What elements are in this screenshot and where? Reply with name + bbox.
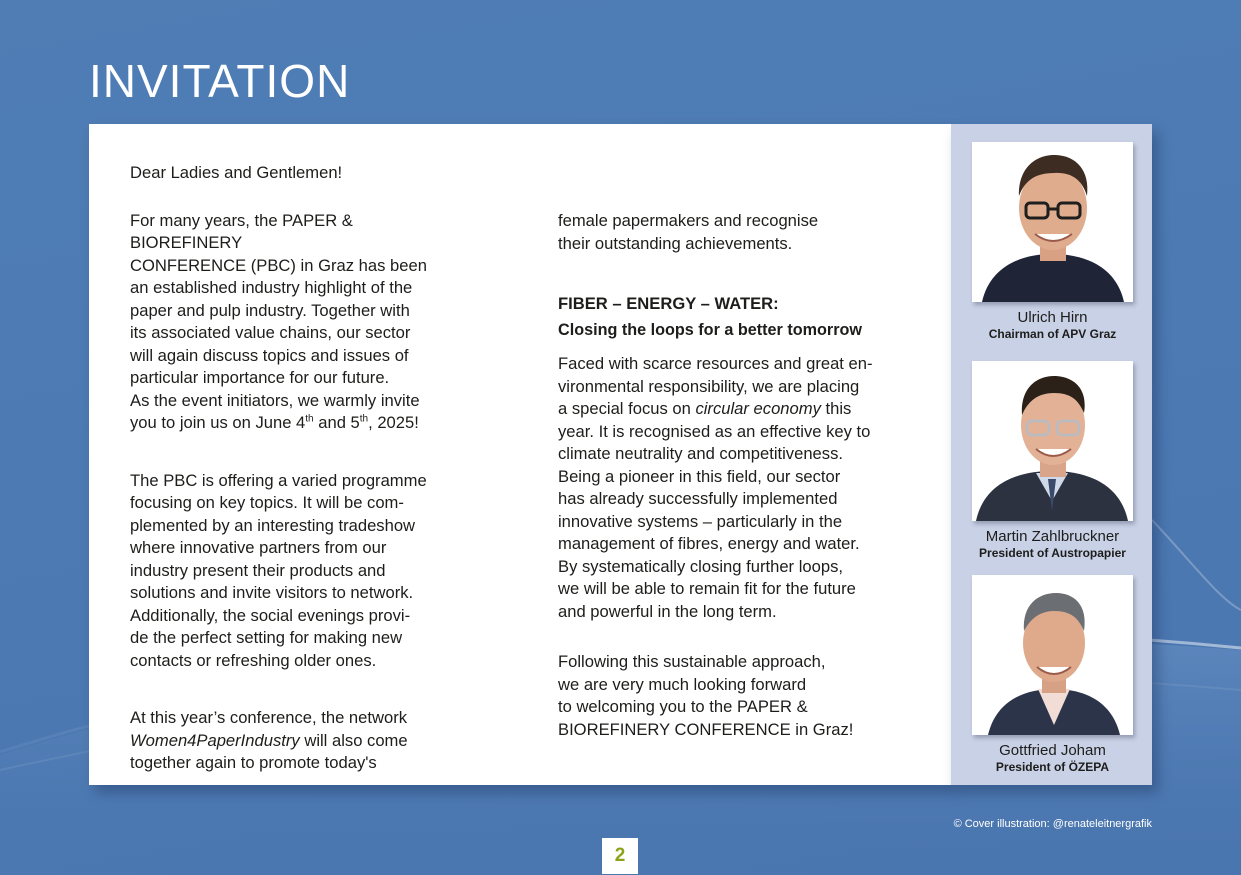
person-role: President of Austropapier	[979, 546, 1126, 560]
text-line: Faced with scarce resources and great en-	[558, 354, 873, 373]
superscript: th	[359, 413, 369, 425]
person-role: Chairman of APV Graz	[988, 327, 1117, 341]
text-line: Being a pioneer in this field, our sector	[558, 466, 841, 486]
section-subtitle: Closing the loops for a better tomorrow	[558, 320, 862, 339]
text-line: As the event initiators, we warmly invite	[130, 390, 420, 410]
greeting: Dear Ladies and Gentlemen!	[130, 163, 343, 182]
text-line: innovative systems – particularly in the	[558, 511, 843, 531]
text-line: this	[820, 399, 852, 418]
text-line: where innovative partners from our	[130, 538, 387, 557]
portrait-photo	[972, 142, 1133, 302]
text-line: their outstanding achievements.	[558, 233, 793, 253]
text-line: BIOREFINERY CONFERENCE in Graz!	[558, 719, 854, 739]
text-line: plemented by an interesting tradeshow	[130, 515, 416, 535]
person-role: President of ÖZEPA	[995, 760, 1110, 774]
superscript: th	[305, 413, 314, 425]
text-line: Additionally, the social evenings provi-	[130, 605, 411, 625]
page-number: 2	[602, 838, 638, 874]
paragraph-network	[130, 707, 465, 775]
letter-column-left	[130, 162, 465, 775]
text-line: year. It is recognised as an effective key to	[558, 421, 871, 441]
text-line: will again discuss topics and issues of	[130, 345, 409, 365]
text-line: industry present their products and	[130, 560, 386, 580]
portrait-photo	[972, 361, 1133, 521]
paragraph-closing	[558, 651, 898, 741]
person-card	[972, 575, 1133, 775]
speakers-sidebar	[951, 124, 1152, 785]
text-line: female papermakers and recognise	[558, 211, 819, 230]
text-line: de the perfect setting for making new	[130, 628, 403, 647]
text-line: CONFERENCE (PBC) in Graz has been	[130, 255, 427, 275]
section-title: FIBER – ENERGY – WATER:	[558, 294, 779, 313]
person-name: Ulrich Hirn	[1017, 309, 1088, 326]
text-line: together again to promote today's	[130, 753, 377, 772]
person-card	[972, 361, 1133, 561]
paragraph-programme	[130, 470, 465, 673]
text-line: paper and pulp industry. Together with	[130, 300, 410, 320]
text-line: Following this sustainable approach,	[558, 652, 826, 671]
text-line: its associated value chains, our sector	[130, 323, 411, 342]
text-line: we are very much looking forward	[558, 674, 807, 694]
text-line: you to join us on June 4	[130, 413, 306, 432]
text-line: particular importance for our future.	[130, 368, 390, 387]
paragraph-network-continued	[558, 210, 898, 255]
text-line: focusing on key topics. It will be com-	[130, 493, 404, 512]
paragraph-intro	[130, 210, 465, 435]
text-line: a special focus on	[558, 399, 696, 418]
page-title: INVITATION	[89, 55, 351, 107]
text-line: an established industry highlight of the	[130, 278, 413, 297]
paragraph-circular-economy	[558, 353, 898, 623]
text-line: management of fibres, energy and water.	[558, 534, 860, 553]
letter-card	[89, 124, 951, 785]
text-line: has already successfully implemented	[558, 489, 838, 508]
text-line: , 2025!	[368, 413, 419, 432]
circular-economy-term: circular economy	[695, 399, 821, 418]
text-line: By systematically closing further loops,	[558, 556, 843, 576]
person-name: Gottfried Joham	[999, 742, 1106, 759]
text-line: we will be able to remain fit for the future	[558, 579, 856, 598]
person-name: Martin Zahlbruckner	[985, 528, 1120, 545]
text-line: will also come	[299, 730, 408, 750]
text-line: climate neutrality and competitiveness.	[558, 444, 843, 463]
text-line: For many years, the PAPER & BIOREFINERY	[130, 210, 353, 252]
text-line: At this year’s conference, the network	[130, 708, 408, 727]
portrait-photo	[972, 575, 1133, 735]
network-name: Women4PaperIndustry	[130, 730, 300, 750]
letter-column-right	[558, 210, 898, 741]
text-line: to welcoming you to the PAPER &	[558, 697, 808, 716]
text-line: contacts or refreshing older ones.	[130, 650, 377, 670]
person-card	[972, 142, 1133, 342]
text-line: solutions and invite visitors to network.	[130, 583, 414, 602]
text-line: and powerful in the long term.	[558, 601, 777, 621]
text-line: The PBC is offering a varied programme	[130, 470, 427, 490]
text-line: vironmental responsibility, we are placing	[558, 376, 860, 396]
cover-credit: © Cover illustration: @renateleitnergrafik	[953, 818, 1152, 830]
text-line: and 5	[313, 413, 360, 432]
